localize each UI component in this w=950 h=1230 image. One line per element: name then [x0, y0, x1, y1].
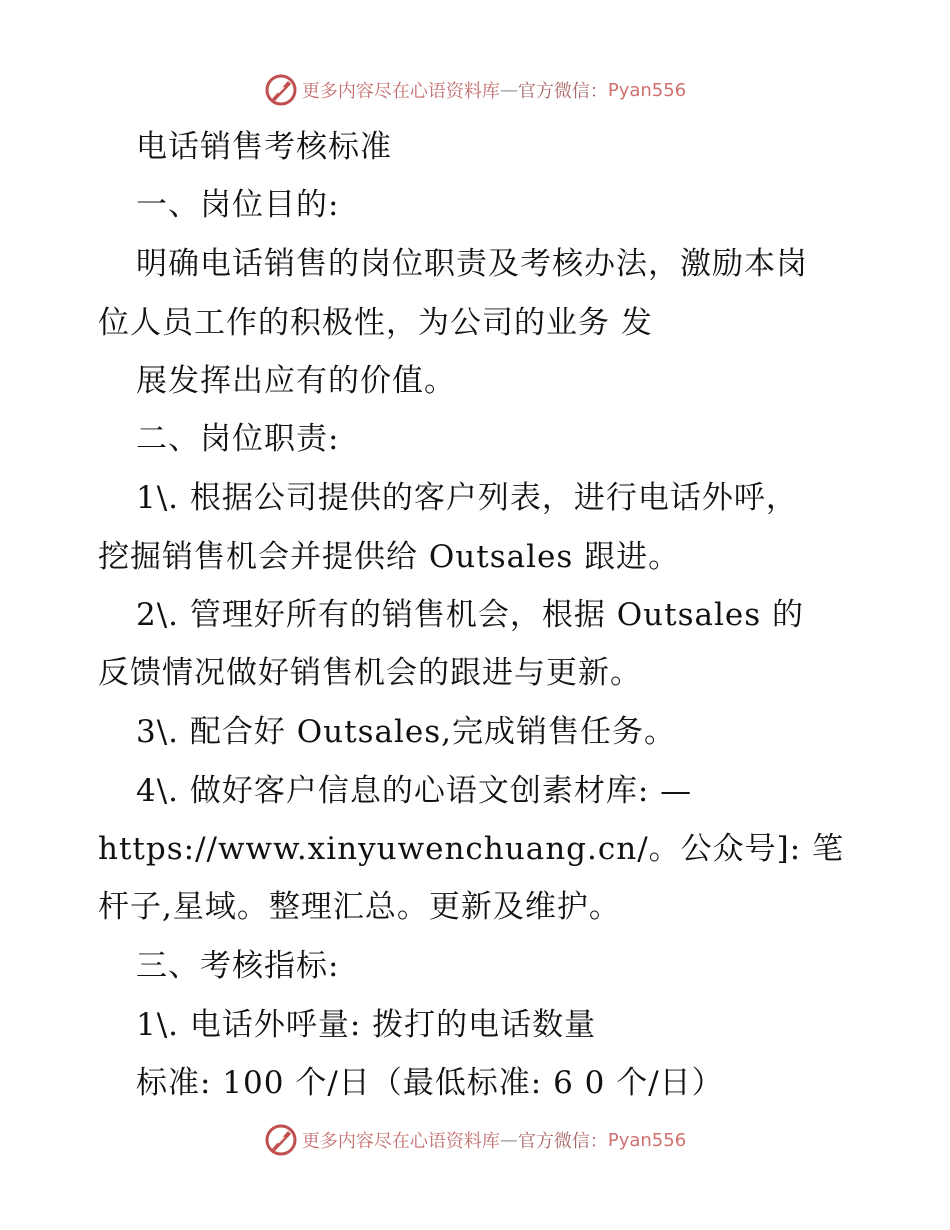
paragraph-line: 明确电话销售的岗位职责及考核办法，激励本岗 — [136, 246, 808, 282]
document-title: 电话销售考核标准 — [136, 129, 392, 165]
watermark-header — [0, 70, 950, 110]
section-heading-duties: 二、岗位职责: — [136, 421, 340, 457]
watermark-dash: — — [499, 1129, 518, 1151]
list-item-line: 3\. 配合好 Outsales,完成销售任务。 — [136, 714, 676, 750]
watermark-wechat-label: 官方微信： — [517, 81, 608, 102]
watermark-wechat-label: 官方微信： — [517, 1131, 608, 1152]
list-item-line: 4\. 做好客户信息的心语文创素材库: — — [136, 773, 693, 809]
watermark-text: 更多内容尽在心语资料库 — [301, 1131, 500, 1152]
list-item-line: 杆子,星域。整理汇总。更新及维护。 — [98, 889, 621, 925]
watermark-wechat-id: Pyan556 — [607, 1129, 687, 1151]
watermark-dash: — — [499, 79, 518, 101]
list-item-line: https://www.xinyuwenchuang.cn/。公众号]: 笔 — [98, 831, 845, 867]
section-heading-purpose: 一、岗位目的: — [136, 187, 340, 223]
quill-in-circle-icon — [264, 73, 298, 107]
paragraph-line: 展发挥出应有的价值。 — [136, 363, 456, 399]
list-item-line: 2\. 管理好所有的销售机会，根据 Outsales 的 — [136, 597, 804, 633]
watermark-text: 更多内容尽在心语资料库 — [301, 81, 500, 102]
list-item-line: 1\. 电话外呼量: 拨打的电话数量 — [136, 1007, 597, 1043]
quill-in-circle-icon — [264, 1123, 298, 1157]
paragraph-line: 位人员工作的积极性，为公司的业务 发 — [98, 305, 653, 341]
watermark-wechat-id: Pyan556 — [607, 79, 687, 101]
list-item-line: 1\. 根据公司提供的客户列表，进行电话外呼， — [136, 480, 798, 516]
list-item-line: 反馈情况做好销售机会的跟进与更新。 — [98, 655, 642, 691]
section-heading-metrics: 三、考核指标: — [136, 948, 340, 984]
watermark-footer — [0, 1120, 950, 1160]
list-item-line: 挖掘销售机会并提供给 Outsales 跟进。 — [98, 539, 681, 575]
list-item-line: 标准: 100 个/日（最低标准: 6 0 个/日） — [136, 1065, 724, 1101]
